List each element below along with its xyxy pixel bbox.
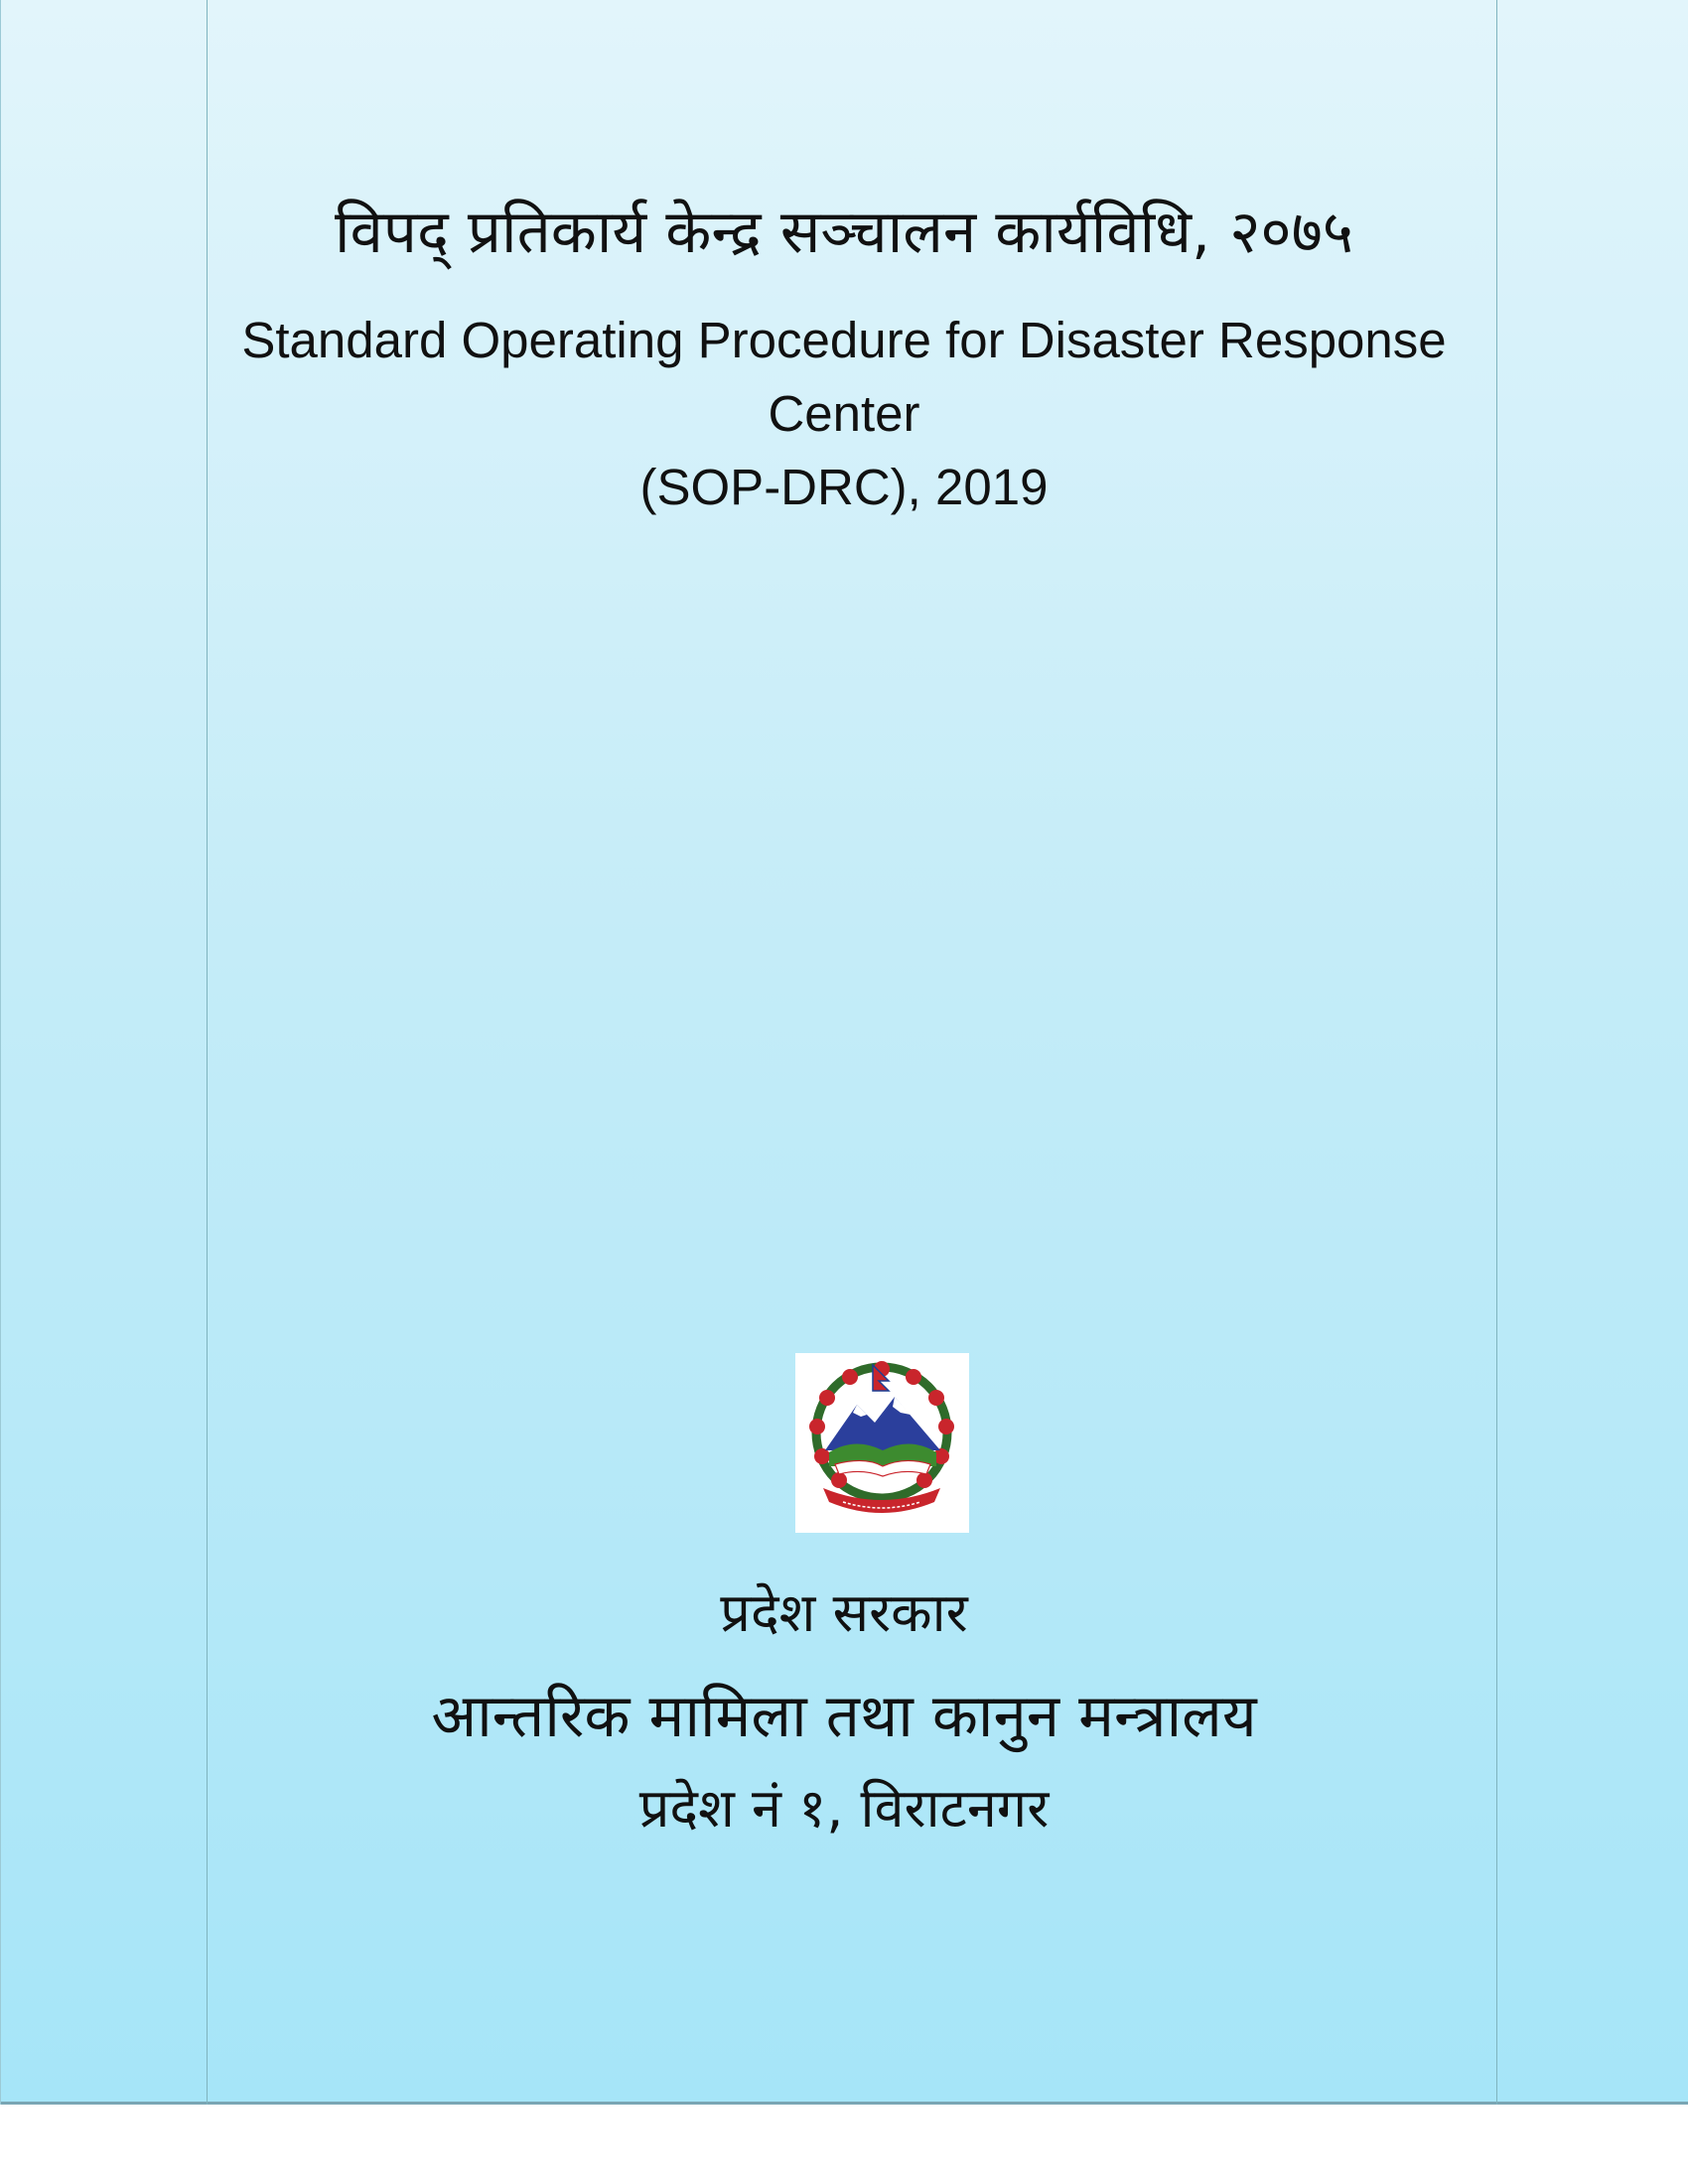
publisher-line-1: प्रदेश सरकार	[720, 1581, 968, 1644]
title-english-line-1: Standard Operating Procedure for Disaster Response	[241, 312, 1447, 368]
nepal-emblem-icon	[795, 1353, 969, 1533]
title-english	[149, 304, 1539, 524]
title-nepali: विपद् प्रतिकार्य केन्द्र सञ्चालन कार्यविधि, २०७५	[334, 198, 1353, 267]
title-english-line-2: Center	[768, 385, 920, 442]
publisher-line-3: प्रदेश नं १, विराटनगर	[638, 1777, 1050, 1840]
publisher-line-2: आन्तरिक मामिला तथा कानुन मन्त्रालय	[431, 1682, 1257, 1751]
page-edge-left	[0, 0, 1, 2105]
title-english-line-3: (SOP-DRC), 2019	[639, 459, 1049, 515]
